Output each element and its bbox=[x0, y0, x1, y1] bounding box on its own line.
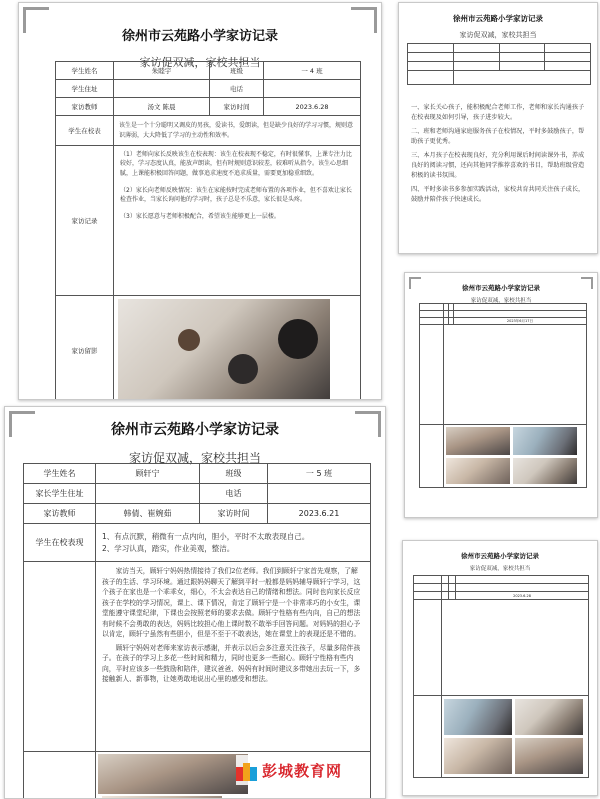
label-name: 学生姓名 bbox=[24, 464, 96, 484]
visit-table bbox=[23, 463, 371, 799]
photo-person bbox=[278, 319, 318, 359]
label-teacher: 家访教师 bbox=[24, 504, 96, 524]
site-watermark bbox=[236, 755, 368, 785]
label-at-school: 学生在校表现 bbox=[24, 524, 96, 562]
watermark-text: 彭城教育网 bbox=[262, 761, 343, 780]
at-school-item: 2、学习认真，踏实，作业美观，整洁。 bbox=[102, 543, 235, 553]
record-paragraph: 家访当天，顾轩宁妈妈热情接待了我们2位老师。我们到顾轩宁家首先观察，了解孩子的生活、学习环境。通过跟妈妈聊天了解到平时一般都是妈妈辅导顾轩宁学习，这个孩子在家也是一个乖乖女，细心，不太会表达自己的情绪和想法。同时也向家长反应孩子在学校的学习情况，课上、课下情况，肯定了顾轩宁是一个非常乖巧的小女生，课堂能遵守课堂纪律，下课也会按照老师的要求去做。顾轩宁性格有些内向，自己的想法有时候不会勇敢的表达，妈妈比较担心他上课时数不敢举手回答问题。对妈妈的担心予以肯定，顾轩宁虽然有些胆小，但是不至于不敢表达，她在课堂上的表现还是不错的。 bbox=[102, 567, 361, 639]
page-subtitle: 家访促双减，家校共担当 bbox=[459, 31, 537, 39]
page-title: 徐州市云苑路小学家访记录 bbox=[121, 29, 278, 44]
label-phone: 电话 bbox=[200, 484, 268, 504]
teacher-value: 韩倩、崔婉茹 bbox=[96, 504, 200, 524]
record-paragraph: 一、家长关心孩子，能积极配合老师工作，老师和家长沟通孩子在校表现及如何引导，孩子进步较大。 bbox=[411, 104, 585, 121]
page-subtitle: 家访促双减，家校共担当 bbox=[469, 566, 531, 572]
label-address: 家长学生住址 bbox=[24, 484, 96, 504]
phone-value bbox=[264, 80, 361, 98]
book-logo-icon bbox=[236, 759, 258, 781]
visit-photo bbox=[444, 738, 512, 774]
visit-photo bbox=[446, 458, 510, 484]
corner-ornament bbox=[409, 277, 421, 289]
visit-photo bbox=[515, 699, 583, 735]
label-class: 班级 bbox=[210, 62, 264, 80]
visit-photo bbox=[444, 699, 512, 735]
corner-ornament bbox=[351, 7, 377, 33]
student-name: 顾轩宁 bbox=[96, 464, 200, 484]
label-photo: 家访留影 bbox=[56, 296, 114, 401]
phone-value bbox=[268, 484, 371, 504]
page-title: 徐州市云苑路小学家访记录 bbox=[453, 14, 543, 23]
at-school-item: 1、有点沉默，稍微有一点内向，胆小，平时不太敢表现自己。 bbox=[102, 531, 310, 541]
teacher-value: 汤文 陈晨 bbox=[114, 98, 210, 116]
visit-photo bbox=[446, 427, 510, 455]
record-paragraph: （3）家长愿意与老师积极配合，希望该生能够更上一层楼。 bbox=[120, 213, 280, 221]
record-paragraph: （2）家长向老师反映情况：该生在家能按时完成老师布置的各项作业，但不喜欢让家长检查作业，当家长询问他的学习时，孩子总是不乐意，家长很是头疼。 bbox=[120, 186, 352, 204]
page-subtitle: 家访促双减，家校共担当 bbox=[470, 298, 532, 304]
corner-ornament bbox=[581, 277, 593, 289]
label-time: 家访时间 bbox=[200, 504, 268, 524]
student-name: 朱睦宇 bbox=[114, 62, 210, 80]
visit-photo bbox=[515, 738, 583, 774]
address-value bbox=[96, 484, 200, 504]
visit-table bbox=[413, 575, 589, 778]
time-value: 2023.6.21 bbox=[268, 504, 371, 524]
label-record: 家访记录 bbox=[56, 146, 114, 296]
corner-ornament bbox=[9, 411, 35, 437]
record-text bbox=[411, 103, 589, 204]
page-title: 徐州市云苑路小学家访记录 bbox=[111, 422, 279, 438]
label-class: 班级 bbox=[200, 464, 268, 484]
visit-photo bbox=[98, 754, 248, 794]
page-title: 徐州市云苑路小学家访记录 bbox=[462, 284, 540, 292]
time-value: 2023.6.28 bbox=[264, 98, 361, 116]
record-paragraph: 三、本月孩子在校表现良好，充分利用课后时间读课外书，养成良好的阅读习惯，还向其他同学推荐喜欢的书目，帮助班级营造积极的读书氛围。 bbox=[411, 152, 585, 179]
visit-photo bbox=[513, 427, 577, 455]
page-subtitle: 家访促双减，家校共担当 bbox=[128, 451, 261, 465]
label-address: 学生住址 bbox=[56, 80, 114, 98]
home-visit-record-5 bbox=[402, 540, 598, 796]
home-visit-record-2 bbox=[398, 2, 598, 254]
home-visit-record-4 bbox=[4, 406, 386, 799]
page-subtitle: 家访促双减，家校共担当 bbox=[139, 56, 261, 69]
label-phone: 电话 bbox=[210, 80, 264, 98]
visit-photo bbox=[118, 299, 330, 401]
time-value: 2023.6.28 bbox=[456, 592, 589, 600]
record-paragraph: 四、平时多读书多参加实践活动，家校共育共同关注孩子成长，鼓励并陪伴孩子快速成长。 bbox=[411, 186, 585, 203]
time-value: 2023年6月17日 bbox=[453, 318, 586, 325]
at-school-text: 该生是一个十分聪明又调皮的男孩，爱读书，爱朗读，但是缺少良好的学习习惯，规则意识薄弱，大大降低了学习的主动性和效率。 bbox=[114, 116, 361, 146]
visit-table bbox=[407, 43, 591, 85]
record-paragraph: 二、班和老师沟通家庭服务孩子在校情况，平时多鼓励孩子，帮助孩子更优秀。 bbox=[411, 128, 585, 145]
corner-ornament bbox=[23, 7, 49, 33]
photo-person bbox=[228, 354, 258, 384]
address-value bbox=[114, 80, 210, 98]
class-value: 一 4 班 bbox=[264, 62, 361, 80]
page-title: 徐州市云苑路小学家访记录 bbox=[461, 552, 539, 560]
record-paragraph: 顾轩宁妈妈对老师来家访表示感谢，并表示以后会多注意关注孩子，尽量多陪伴孩子。在孩子的学习上多花一些时间和精力，同时也更多一些耐心。顾轩宁性格有些内向，平时应该多一些鼓励和陪伴，建议爸爸、妈妈有时间时建议多带她出去玩一下，多接触新人、新事物，让她勇敢地说出心里的感受和想法。 bbox=[102, 643, 361, 684]
label-name: 学生姓名 bbox=[56, 62, 114, 80]
label-time: 家访时间 bbox=[210, 98, 264, 116]
visit-table bbox=[55, 61, 361, 400]
photo-person bbox=[178, 329, 200, 351]
class-value: 一 5 班 bbox=[268, 464, 371, 484]
home-visit-record-1 bbox=[18, 2, 382, 400]
home-visit-record-3 bbox=[404, 272, 598, 518]
corner-ornament bbox=[355, 411, 381, 437]
visit-photo bbox=[513, 458, 577, 484]
label-at-school: 学生在校表 bbox=[56, 116, 114, 146]
visit-table bbox=[419, 303, 587, 488]
label-teacher: 家访教师 bbox=[56, 98, 114, 116]
record-paragraph: （1）老师向家长反映该生在校表现：该生在校表现不稳定，有时很懂事，上课专注力比较好，学习态度认真，能放声朗读，但有时规则意识较差，较难听从指令。该生心思细腻，上课能积极回答问题，做事追求速度不追求质量，需要更加稳重细致。 bbox=[120, 151, 352, 177]
